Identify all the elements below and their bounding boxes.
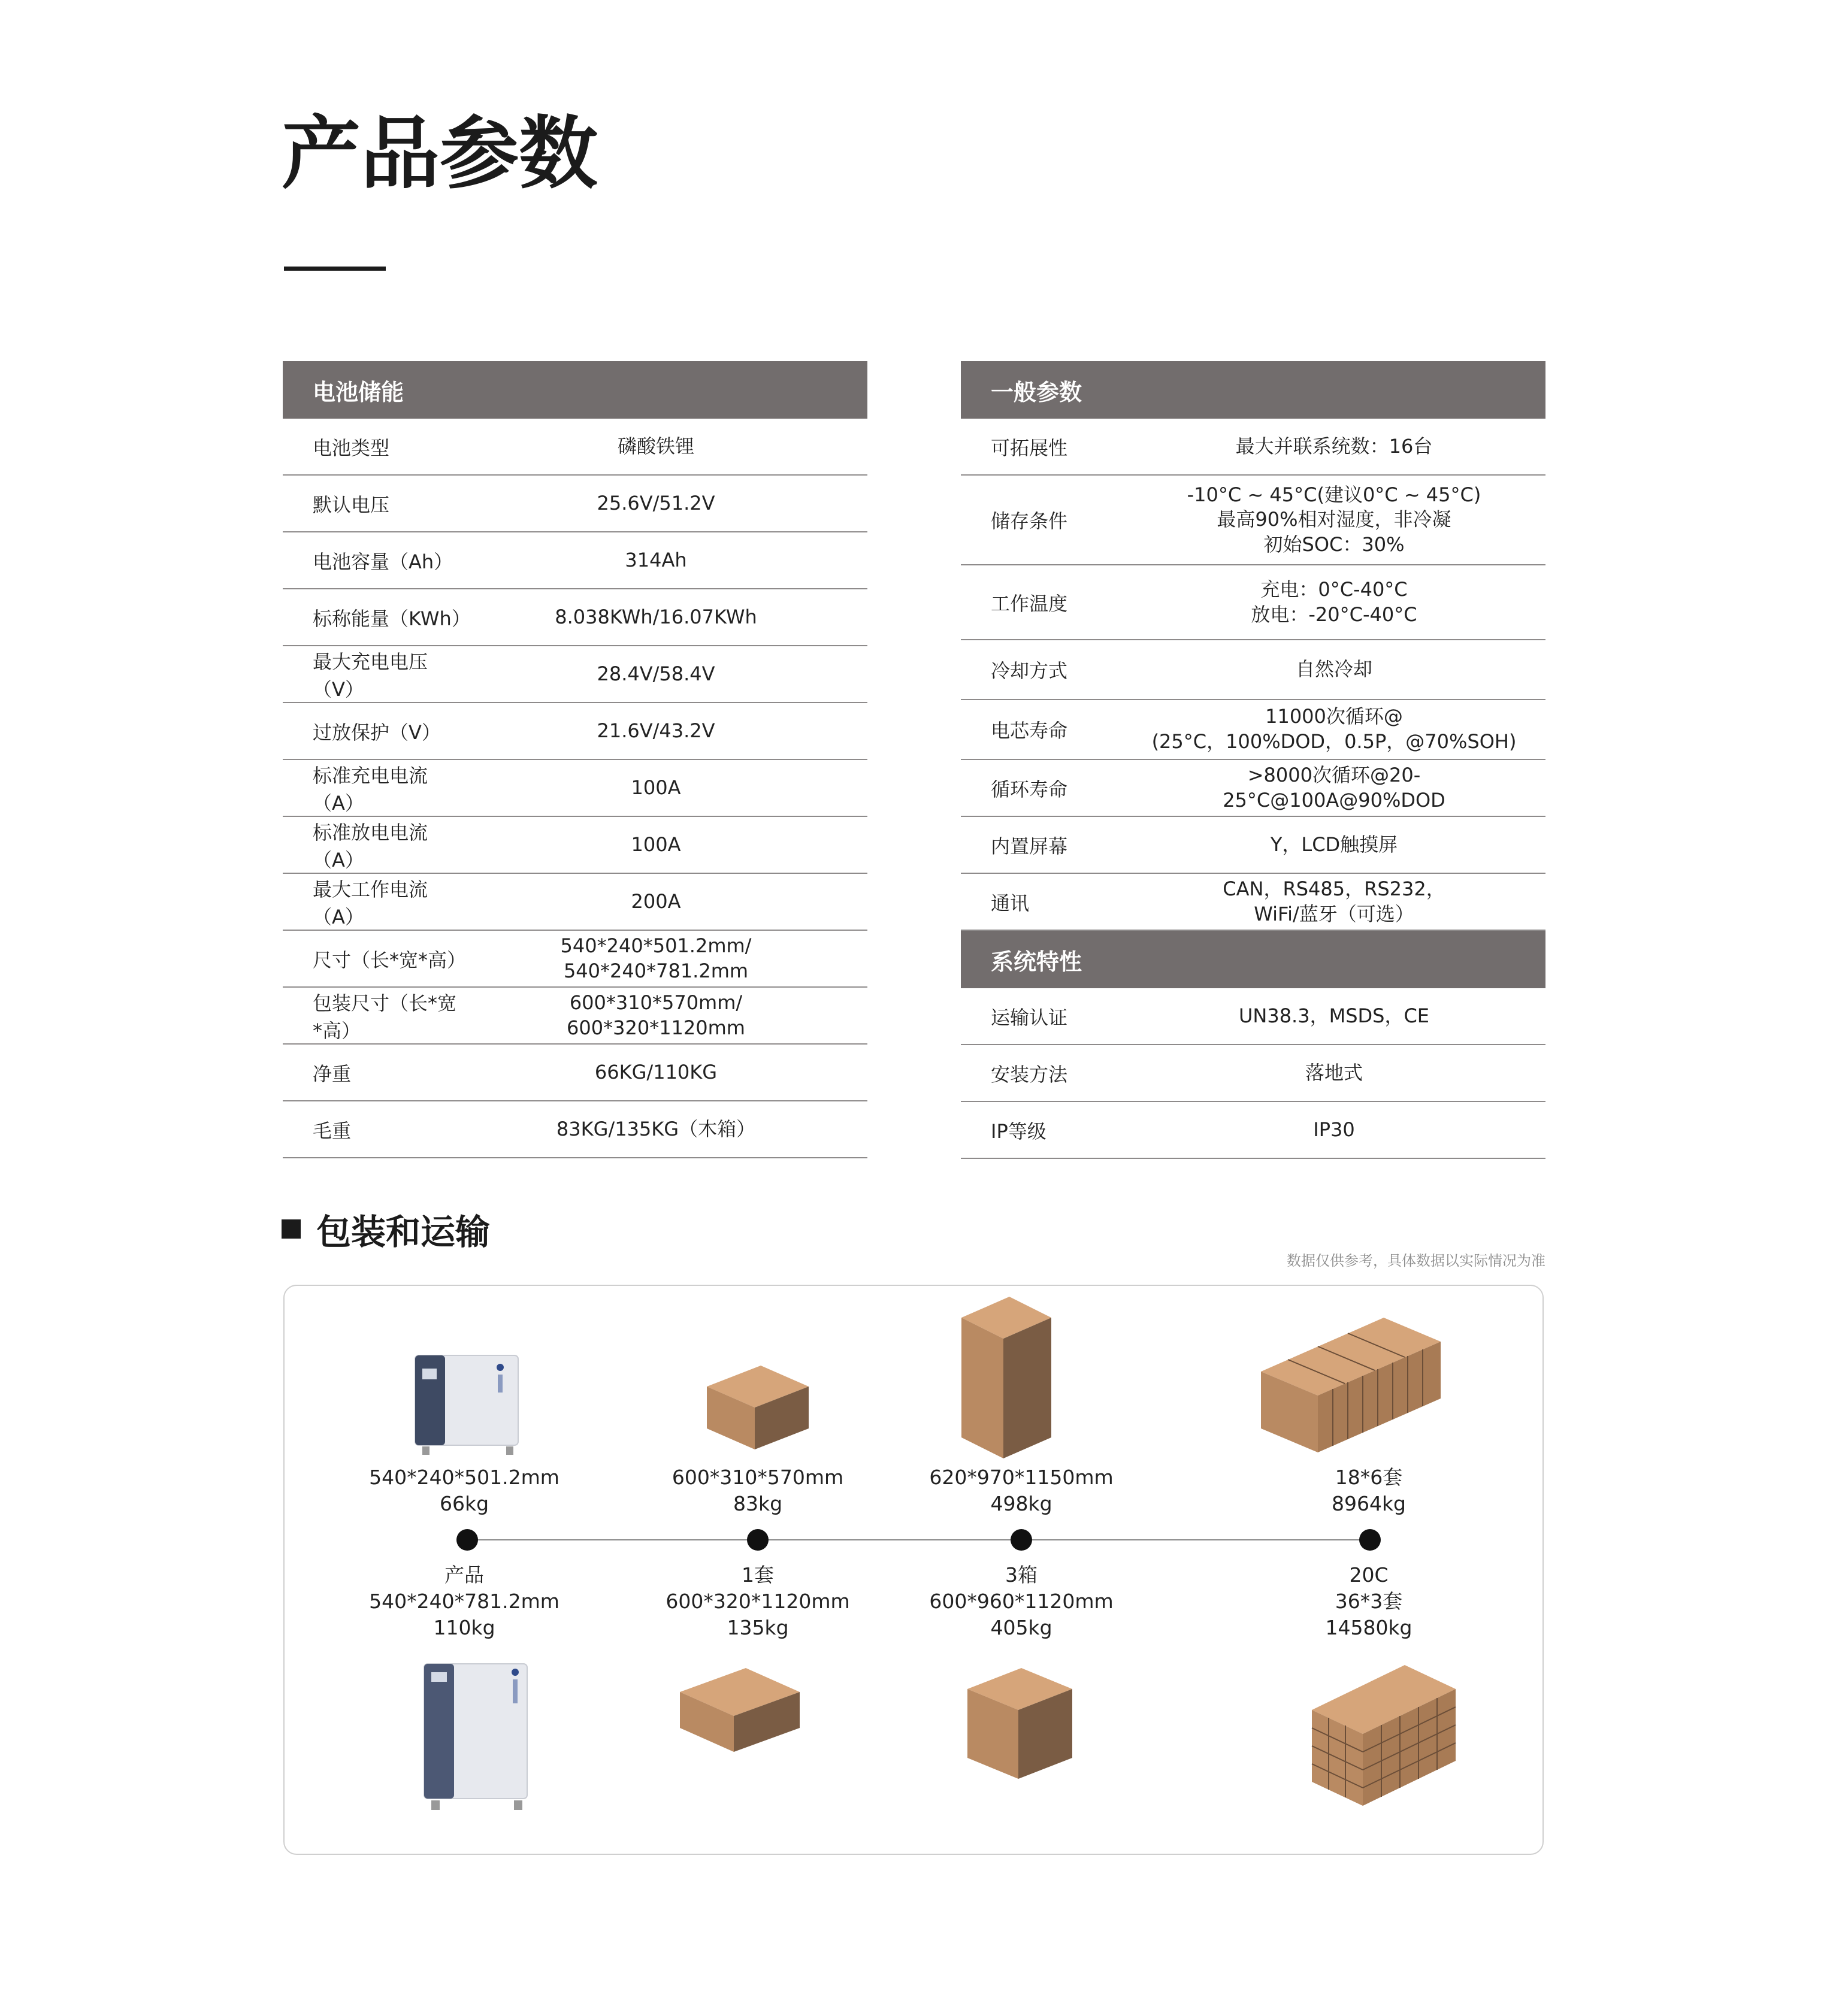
page-title: 产品参数 [282,108,598,200]
battery-spec-row-value: 21.6V/43.2V [597,719,715,742]
system-spec-row-label: 安装方法 [991,1063,1068,1086]
pack-top-text-1: 540*240*501.2mm 66kg [369,1466,559,1515]
timeline-dot-1 [456,1529,478,1551]
battery-spec-row-value: 600*310*570mm/ 600*320*1120mm [567,991,745,1039]
battery-spec-row-value: 83KG/135KG（木箱） [556,1117,756,1140]
battery-spec-row-label: 默认电压 [313,493,390,516]
battery-unit-large-image [419,1659,533,1815]
battery-spec-row-label: 过放保护（V） [313,721,441,744]
battery-spec-row-label: 电池容量（Ah） [313,550,453,573]
battery-spec-row-value: 28.4V/58.4V [597,662,715,685]
system-spec-row-label: 运输认证 [991,1006,1068,1029]
general-spec-row-label: 可拓展性 [991,436,1068,459]
battery-spec-row-label: 标称能量（KWh） [313,607,471,630]
general-spec-row-label: 循环寿命 [991,777,1068,801]
battery-spec-row-label: 最大充电电压（V） [313,650,428,701]
pack-bottom-text-3: 3箱 600*960*1120mm 405kg [929,1563,1114,1639]
battery-spec-row-value: 100A [631,833,681,856]
battery-unit-small-image [410,1351,524,1461]
battery-spec-row [283,988,867,1045]
battery-spec-row-value: 66KG/110KG [594,1060,718,1083]
general-spec-row [961,817,1545,874]
pack-top-item-2 [638,1464,878,1517]
battery-spec-row-value: 25.6V/51.2V [597,491,715,514]
battery-spec-row [283,476,867,532]
battery-spec-row-label: 尺寸（长*宽*高） [313,948,467,971]
general-spec-row [961,640,1545,700]
battery-spec-row-label: 标准充电电流（A） [313,764,428,815]
general-spec-row [961,419,1545,476]
battery-spec-row-value: 314Ah [625,548,687,571]
system-spec-row [961,1045,1545,1102]
battery-spec-row-label: 电池类型 [313,436,390,459]
general-spec-row-label: 内置屏幕 [991,834,1068,858]
pack-bottom-item-2 [638,1562,878,1641]
general-spec-row-value: -10°C ~ 45°C(建议0°C ~ 45°C) 最高90%相对湿度，非冷凝 初始SOC：30% [1187,483,1481,556]
general-spec-row-value: 自然冷却 [1295,658,1372,681]
pack-bottom-text-1: 产品 540*240*781.2mm 110kg [369,1563,559,1639]
pack-bottom-text-2: 1套 600*320*1120mm 135kg [666,1563,850,1639]
battery-spec-row-label: 净重 [313,1062,352,1085]
battery-spec-row [283,760,867,817]
battery-spec-row-label: 最大工作电流（A） [313,877,428,928]
wooden-crate-image [958,1294,1054,1461]
battery-spec-row [283,646,867,703]
battery-spec-row-value: 540*240*501.2mm/ 540*240*781.2mm [560,934,752,982]
timeline-dot-4 [1359,1529,1381,1551]
general-spec-row-value: 11000次循环@ (25°C，100%DOD，0.5P，@70%SOH) [1151,705,1517,753]
packaging-title-text: 包装和运输 [316,1212,491,1252]
pack-top-text-2: 600*310*570mm 83kg [672,1466,844,1515]
battery-spec-row [283,1101,867,1158]
packaging-section-title [282,1204,490,1254]
battery-spec-row-value: 8.038KWh/16.07KWh [555,605,757,628]
general-spec-row-value: CAN，RS485，RS232， WiFi/蓝牙（可选） [1223,877,1445,925]
system-spec-row-value: 落地式 [1305,1061,1363,1084]
carton-box-image [701,1354,815,1455]
general-spec-row-value: 充电：0°C-40°C 放电：-20°C-40°C [1251,577,1417,626]
general-spec-row-label: 工作温度 [991,592,1068,615]
battery-spec-row [283,931,867,988]
general-spec-row [961,874,1545,931]
battery-spec-row [283,874,867,931]
system-spec-row-value: UN38.3，MSDS，CE [1238,1004,1430,1027]
pack-bottom-text-4: 20C 36*3套 14580kg [1325,1563,1413,1639]
general-table-header: 一般参数 [961,361,1545,419]
system-table-header: 系统特性 [961,931,1545,988]
battery-table-header: 电池储能 [283,361,867,419]
battery-spec-row-label: 标准放电电流（A） [313,821,428,871]
square-bullet-icon [282,1219,301,1239]
battery-spec-row [283,817,867,874]
crate-box-image [964,1662,1075,1782]
disclaimer-note: 数据仅供参考，具体数据以实际情况为准 [1287,1252,1545,1269]
container-stack-image [1309,1659,1459,1809]
system-spec-row-label: IP等级 [991,1119,1046,1143]
general-spec-row-label: 冷却方式 [991,659,1068,682]
flat-carton-box-image [677,1662,803,1758]
general-spec-row-label: 通讯 [991,891,1030,915]
battery-spec-row-value: 200A [631,889,681,913]
general-spec-row-value: Y，LCD触摸屏 [1270,833,1398,856]
title-underline [284,267,386,271]
general-spec-row-label: 储存条件 [991,510,1068,532]
general-spec-row [961,565,1545,640]
battery-spec-row-value: 100A [631,776,681,799]
battery-spec-row [283,703,867,760]
general-spec-row [961,760,1545,817]
system-spec-row [961,1102,1545,1159]
pack-top-text-3: 620*970*1150mm 498kg [929,1466,1114,1515]
pack-top-text-4: 18*6套 8964kg [1331,1466,1407,1515]
general-spec-row-value: >8000次循环@20-25°C@100A@90%DOD [1223,763,1445,812]
general-spec-row [961,476,1545,565]
pack-bottom-item-1 [344,1562,584,1641]
timeline-dot-2 [747,1529,769,1551]
battery-spec-table [283,361,867,1158]
timeline-line [467,1539,1371,1540]
battery-spec-row [283,532,867,589]
battery-spec-row-label: 毛重 [313,1119,352,1142]
general-spec-row-label: 电芯寿命 [991,719,1068,742]
battery-spec-row [283,589,867,646]
pack-bottom-item-4 [1249,1562,1489,1641]
general-spec-row [961,700,1545,760]
battery-spec-row-label: 包装尺寸（长*宽*高） [313,991,457,1042]
pack-top-item-4 [1249,1464,1489,1517]
timeline-dot-3 [1011,1529,1032,1551]
general-spec-table [961,361,1545,1159]
battery-spec-row-value: 磷酸铁锂 [617,434,694,458]
general-spec-row-value: 最大并联系统数：16台 [1235,434,1433,458]
pack-bottom-item-3 [902,1562,1141,1641]
battery-spec-row [283,1045,867,1101]
system-spec-row-value: IP30 [1313,1118,1355,1141]
pack-top-item-1 [344,1464,584,1517]
battery-spec-row [283,419,867,476]
system-spec-row [961,988,1545,1045]
pack-top-item-3 [902,1464,1141,1517]
pallet-stack-image [1258,1306,1444,1455]
